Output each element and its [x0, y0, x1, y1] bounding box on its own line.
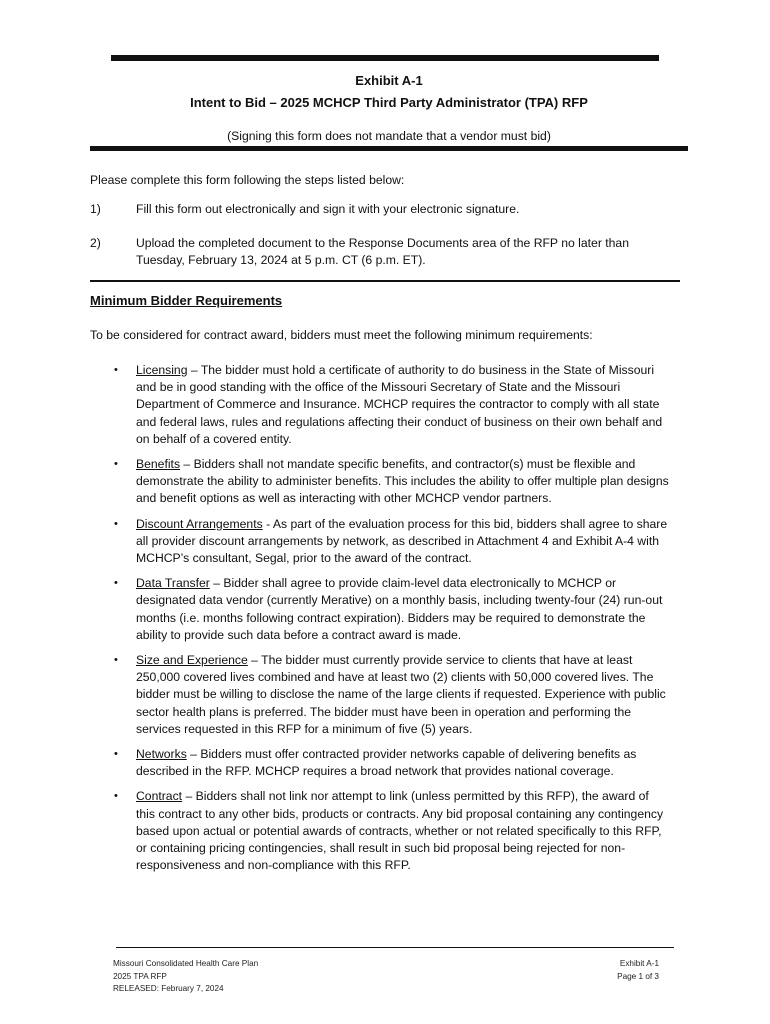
requirement-text: – Bidders shall not link nor attempt to link (unless permitted by this RFP), the award of this contract to any other bids, products or contracts. Any bid proposal containing any contingency based upon actual or potential awards of contracts, whether or not related specifically to this RFP, or containing pricing contingencies, shall result in such bid proposal being rejected for non-responsiveness and non-compliance with this RFP.: [136, 789, 664, 873]
bullet-icon: •: [114, 654, 118, 667]
requirement-term: Contract: [136, 789, 183, 804]
bullet-icon: •: [114, 517, 118, 530]
requirement-term: Size and Experience: [136, 653, 248, 668]
requirement-text: - As part of the evaluation process for this bid, bidders shall agree to share all provider discount arrangements by network, as described in Attachment 4 and Exhibit A-4 with MCHCP’s consultant, Segal, prior to the award of the contract.: [136, 516, 668, 566]
section-intro: To be considered for contract award, bidders must meet the following minimum requirements:: [90, 328, 593, 342]
instructions: [90, 172, 670, 269]
bullet-icon: •: [114, 790, 118, 803]
document-title: Intent to Bid – 2025 MCHCP Third Party Administrator (TPA) RFP: [190, 95, 588, 110]
footer-released: RELEASED: February 7, 2024: [113, 984, 224, 993]
header-rule: [90, 146, 688, 151]
list-item: [90, 456, 670, 508]
footer-rfp: 2025 TPA RFP: [113, 971, 167, 981]
section-heading: Minimum Bidder Requirements: [90, 293, 283, 308]
list-item: [90, 575, 670, 644]
list-item: [90, 652, 670, 738]
step-text: Upload the completed document to the Response Documents area of the RFP no later than Tuesday, February 13, 2024 at 5 p.m. CT (6 p.m. ET).: [136, 236, 629, 267]
requirements-list: [90, 362, 670, 874]
list-item: [90, 516, 670, 568]
instructions-lead: Please complete this form following the steps listed below:: [90, 173, 405, 187]
section-rule: [90, 280, 680, 282]
instruction-step: [90, 201, 670, 218]
footer-right: [617, 958, 659, 983]
requirement-text: – Bidders must offer contracted provider networks capable of delivering benefits as described in the RFP. MCHCP requires a broad network that provides national coverage.: [136, 747, 637, 779]
footer-org: Missouri Consolidated Health Care Plan: [113, 959, 259, 968]
requirements-section: [90, 292, 670, 882]
instruction-step: [90, 235, 670, 269]
step-number: 2): [90, 236, 101, 250]
header-note: (Signing this form does not mandate that a vendor must bid): [227, 129, 551, 143]
step-number: 1): [90, 202, 101, 216]
requirement-term: Licensing: [136, 363, 188, 377]
bullet-icon: •: [114, 577, 118, 590]
requirement-text: – Bidder shall agree to provide claim-level data electronically to MCHCP or designated data vendor (currently Merative) on a monthly basis, including twenty-four (24) run-out months (i.e. months following contract expiration). Bidders may be required to demonstrate the ability to provide such data before a contract award is made.: [136, 576, 663, 642]
requirement-text: – The bidder must currently provide service to clients that have at least 250,000 covered lives combined and have at least two (2) clients with 50,000 covered lives. The bidder must be willing to disclose the name of the large clients if requested. Experience with public sector health plans is preferred. The bidder must have been in operation and performing the services requested in this RFP for a minimum of five (5) years.: [136, 653, 666, 736]
list-item: [90, 746, 670, 780]
page-number: Page 1 of 3: [617, 971, 659, 981]
exhibit-label: Exhibit A-1: [355, 73, 423, 88]
bullet-icon: •: [114, 748, 118, 761]
bullet-icon: •: [114, 458, 118, 471]
step-text: Fill this form out electronically and sign it with your electronic signature.: [136, 202, 520, 216]
requirement-term: Discount Arrangements: [136, 516, 263, 531]
footer-left: [113, 958, 258, 996]
footer-exhibit: Exhibit A-1: [619, 959, 659, 968]
list-item: [90, 362, 670, 448]
requirement-text: – The bidder must hold a certificate of authority to do business in the State of Missouri and be in good standing with the office of the Missouri Secretary of State and the Missouri Department of Commerce and Insurance. MCHCP requires the contractor to comply with all state and federal laws, rules and regulations affecting their conduct of business on their own behalf and on behalf of a covered entity.: [136, 363, 663, 446]
list-item: [90, 788, 670, 874]
footer-rule: [116, 947, 674, 948]
requirement-term: Data Transfer: [136, 576, 210, 591]
top-rule: [111, 55, 659, 61]
bullet-icon: •: [114, 364, 118, 376]
document-header: [90, 72, 688, 144]
requirement-term: Benefits: [136, 457, 181, 472]
requirement-text: – Bidders shall not mandate specific benefits, and contractor(s) must be flexible and demonstrate the ability to administer benefits. This includes the ability to offer multiple plan designs and benefit options as well as interacting with other MCHCP vendor partners.: [136, 457, 669, 506]
requirement-term: Networks: [136, 747, 187, 762]
